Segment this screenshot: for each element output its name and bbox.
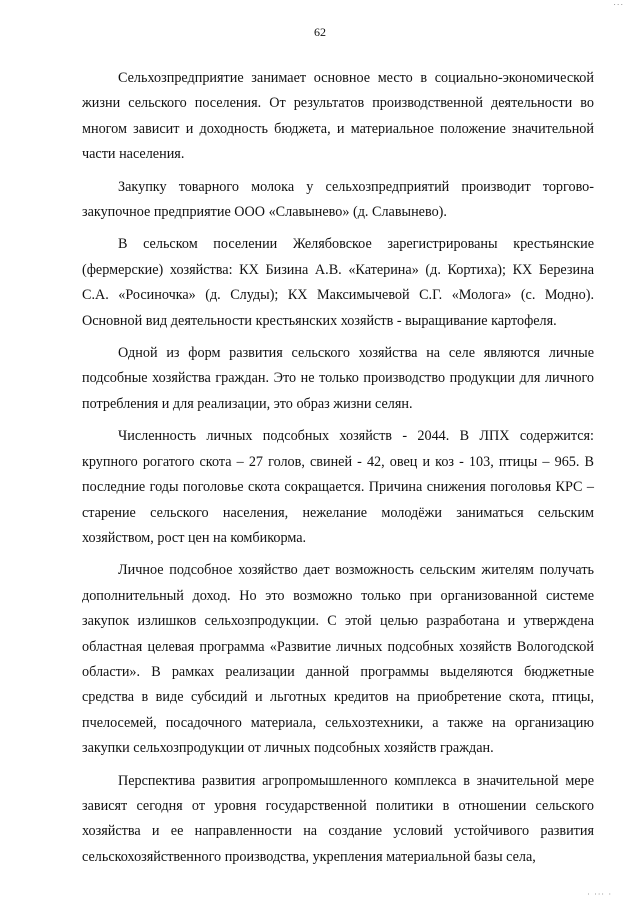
scan-corner-mark-bottom: · ··· ·	[587, 890, 612, 899]
paragraph-agro-perspective: Перспектива развития агропромышленного комплекса в значительной мере зависят сегодня от уровня государственной политики в отношении сельского хозяйства и ее направленности на создание условий устойчивого развития сельскохозяйственного производства, укрепления материальной базы села,	[82, 772, 594, 865]
paragraph-livestock-count: Численность личных подсобных хозяйств - 2044. В ЛПХ содержится: крупного рогатого скота – 27 голов, свиней - 42, овец и коз - 103, птицы – 965. В последние годы поголовье скота сокращается. Причина снижения поголовья КРС – старение сельского населения, нежелание молодёжи заниматься сельским хозяйством, рост цен на комбикорма.	[82, 428, 594, 546]
scan-corner-mark-top: ...	[613, 0, 624, 7]
document-body	[82, 66, 594, 877]
paragraph-personal-farms: Одной из форм развития сельского хозяйства на селе являются личные подсобные хозяйства граждан. Это не только производство продукции для личного потребления и для реализации, это образ жизни селян.	[82, 345, 594, 412]
paragraph-farm-households: В сельском поселении Желябовское зарегистрированы крестьянские (фермерские) хозяйства: КХ Бизина А.В. «Катерина» (д. Кортиха); КХ Березина С.А. «Росиночка» (д. Слуды); КХ Максимычевой С.Г. «Молога» (с. Модно). Основной вид деятельности крестьянских хозяйств - выращивание картофеля.	[82, 236, 594, 329]
paragraph-regional-program: Личное подсобное хозяйство дает возможность сельским жителям получать дополнительный доход. Но это возможно только при организованной системе закупок излишков сельхозпродукции. С этой целью разработана и утверждена областная целевая программа «Развитие личных подсобных хозяйств Вологодской области». В рамках реализации данной программы выделяются бюджетные средства в виде субсидий и льготных кредитов на приобретение скота, птицы, пчелосемей, посадочного материала, сельхозтехники, а также на организацию закупки сельхозпродукции от личных подсобных хозяйств граждан.	[82, 562, 594, 757]
page-number: 62	[314, 25, 326, 39]
paragraph-agri-enterprise: Сельхозпредприятие занимает основное место в социально-экономической жизни сельского поселения. От результатов производственной деятельности во многом зависит и доходность бюджета, и материальное положение значительной части населения.	[82, 70, 594, 163]
paragraph-milk-purchase: Закупку товарного молока у сельхозпредприятий производит торгово-закупочное предприятие ООО «Славынево» (д. Славынево).	[82, 178, 594, 221]
